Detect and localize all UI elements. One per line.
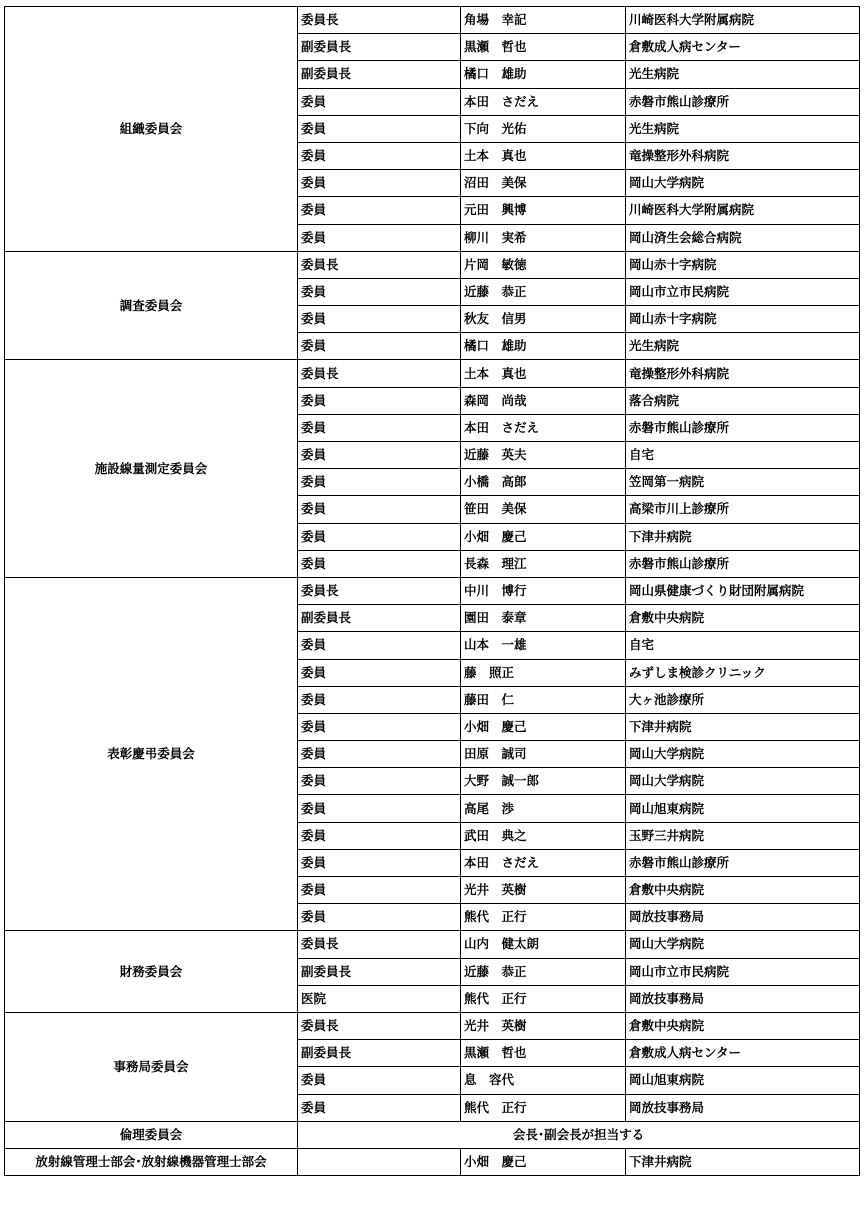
committee-name: 事務局委員会	[5, 1012, 298, 1121]
member-role: 委員	[298, 496, 461, 523]
member-role	[298, 1148, 461, 1175]
member-name: 片岡 敏徳	[461, 251, 626, 278]
member-name: 近藤 英夫	[461, 442, 626, 469]
member-name: 息 容代	[461, 1067, 626, 1094]
member-affiliation: 赤磐市熊山診療所	[626, 550, 860, 577]
member-affiliation: 岡山旭東病院	[626, 1067, 860, 1094]
member-affiliation: 玉野三井病院	[626, 822, 860, 849]
member-name: 笹田 美保	[461, 496, 626, 523]
member-name: 田原 誠司	[461, 741, 626, 768]
member-affiliation: 岡山赤十字病院	[626, 306, 860, 333]
member-role: 委員	[298, 1067, 461, 1094]
member-affiliation: 岡山大学病院	[626, 931, 860, 958]
member-role: 委員	[298, 904, 461, 931]
member-role: 委員	[298, 197, 461, 224]
member-role: 委員	[298, 741, 461, 768]
member-affiliation: 大ヶ池診療所	[626, 686, 860, 713]
member-name: 小畑 慶己	[461, 1148, 626, 1175]
member-name: 角場 幸記	[461, 7, 626, 34]
member-affiliation: 下津井病院	[626, 713, 860, 740]
member-role: 委員	[298, 659, 461, 686]
member-name: 秋友 信男	[461, 306, 626, 333]
table-row	[5, 1148, 860, 1175]
member-role: 委員	[298, 469, 461, 496]
member-name: 長森 理江	[461, 550, 626, 577]
member-name: 土本 真也	[461, 360, 626, 387]
member-name: 黒瀬 哲也	[461, 34, 626, 61]
table-row	[5, 931, 860, 958]
member-name: 山内 健太朗	[461, 931, 626, 958]
member-name: 近藤 恭正	[461, 958, 626, 985]
member-role: 委員	[298, 713, 461, 740]
member-name: 小畑 慶己	[461, 713, 626, 740]
member-name: 本田 さだえ	[461, 414, 626, 441]
committee-name: 施設線量測定委員会	[5, 360, 298, 578]
member-name: 山本 一雄	[461, 632, 626, 659]
member-name: 近藤 恭正	[461, 278, 626, 305]
member-affiliation: 竜操整形外科病院	[626, 360, 860, 387]
member-role: 委員	[298, 768, 461, 795]
member-affiliation: 光生病院	[626, 115, 860, 142]
member-name: 大野 誠一郎	[461, 768, 626, 795]
member-name: 高尾 渉	[461, 795, 626, 822]
committee-name: 調査委員会	[5, 251, 298, 360]
member-role: 委員	[298, 278, 461, 305]
committee-name: 放射線管理士部会･放射線機器管理士部会	[5, 1148, 298, 1175]
member-affiliation: 岡山市立市民病院	[626, 958, 860, 985]
member-role: 委員	[298, 333, 461, 360]
member-role: 委員	[298, 442, 461, 469]
member-affiliation: 川崎医科大学附属病院	[626, 197, 860, 224]
member-affiliation: 岡山県健康づくり財団附属病院	[626, 577, 860, 604]
member-role: 副委員長	[298, 1040, 461, 1067]
member-affiliation: みずしま検診クリニック	[626, 659, 860, 686]
member-name: 中川 博行	[461, 577, 626, 604]
member-name: 元田 興博	[461, 197, 626, 224]
member-name: 藤 照正	[461, 659, 626, 686]
member-affiliation: 自宅	[626, 442, 860, 469]
member-affiliation: 岡山赤十字病院	[626, 251, 860, 278]
member-role: 委員	[298, 632, 461, 659]
member-role: 委員長	[298, 7, 461, 34]
member-name: 本田 さだえ	[461, 849, 626, 876]
member-name: 小橋 高郎	[461, 469, 626, 496]
member-affiliation: 岡山済生会総合病院	[626, 224, 860, 251]
table-row	[5, 1121, 860, 1148]
committee-table	[4, 6, 860, 1176]
member-role: 委員	[298, 115, 461, 142]
committee-name: 倫理委員会	[5, 1121, 298, 1148]
member-role: 委員長	[298, 931, 461, 958]
member-name: 武田 典之	[461, 822, 626, 849]
committee-name: 財務委員会	[5, 931, 298, 1013]
committee-name: 組織委員会	[5, 7, 298, 252]
member-name: 光井 英樹	[461, 877, 626, 904]
member-name: 土本 真也	[461, 142, 626, 169]
member-role: 委員長	[298, 577, 461, 604]
member-role: 委員	[298, 795, 461, 822]
table-row	[5, 577, 860, 604]
member-name: 小畑 慶己	[461, 523, 626, 550]
member-name: 橘口 雄助	[461, 333, 626, 360]
member-role: 委員	[298, 1094, 461, 1121]
member-affiliation: 倉敷中央病院	[626, 605, 860, 632]
member-name: 森岡 尚哉	[461, 387, 626, 414]
member-affiliation: 倉敷成人病センター	[626, 1040, 860, 1067]
member-affiliation: 光生病院	[626, 61, 860, 88]
member-affiliation: 岡山市立市民病院	[626, 278, 860, 305]
member-affiliation: 倉敷中央病院	[626, 877, 860, 904]
member-role: 委員	[298, 142, 461, 169]
member-affiliation: 岡放技事務局	[626, 904, 860, 931]
member-name: 熊代 正行	[461, 1094, 626, 1121]
member-name: 光井 英樹	[461, 1012, 626, 1039]
member-name: 黒瀬 哲也	[461, 1040, 626, 1067]
member-affiliation: 岡放技事務局	[626, 1094, 860, 1121]
ethics-note: 会長･副会長が担当する	[298, 1121, 860, 1148]
table-row	[5, 7, 860, 34]
member-name: 下向 光佑	[461, 115, 626, 142]
member-name: 柳川 実希	[461, 224, 626, 251]
member-affiliation: 岡放技事務局	[626, 985, 860, 1012]
member-affiliation: 竜操整形外科病院	[626, 142, 860, 169]
committee-name: 表彰慶弔委員会	[5, 577, 298, 930]
member-name: 橘口 雄助	[461, 61, 626, 88]
member-role: 委員	[298, 224, 461, 251]
member-role: 副委員長	[298, 958, 461, 985]
member-affiliation: 岡山大学病院	[626, 741, 860, 768]
member-role: 委員	[298, 414, 461, 441]
member-name: 沼田 美保	[461, 170, 626, 197]
member-role: 委員	[298, 387, 461, 414]
member-name: 熊代 正行	[461, 904, 626, 931]
member-role: 医院	[298, 985, 461, 1012]
member-role: 委員	[298, 523, 461, 550]
member-role: 委員	[298, 88, 461, 115]
member-affiliation: 下津井病院	[626, 1148, 860, 1175]
member-affiliation: 倉敷成人病センター	[626, 34, 860, 61]
member-role: 委員長	[298, 360, 461, 387]
member-role: 委員長	[298, 251, 461, 278]
member-affiliation: 笠岡第一病院	[626, 469, 860, 496]
member-affiliation: 自宅	[626, 632, 860, 659]
member-role: 委員長	[298, 1012, 461, 1039]
member-affiliation: 下津井病院	[626, 523, 860, 550]
member-role: 副委員長	[298, 34, 461, 61]
member-role: 委員	[298, 877, 461, 904]
member-affiliation: 高梁市川上診療所	[626, 496, 860, 523]
member-affiliation: 落合病院	[626, 387, 860, 414]
member-affiliation: 赤磐市熊山診療所	[626, 849, 860, 876]
member-affiliation: 川崎医科大学附属病院	[626, 7, 860, 34]
member-role: 委員	[298, 849, 461, 876]
member-role: 委員	[298, 550, 461, 577]
table-row	[5, 1012, 860, 1039]
table-row	[5, 251, 860, 278]
member-name: 本田 さだえ	[461, 88, 626, 115]
member-role: 委員	[298, 170, 461, 197]
member-name: 熊代 正行	[461, 985, 626, 1012]
member-name: 園田 泰章	[461, 605, 626, 632]
member-affiliation: 赤磐市熊山診療所	[626, 414, 860, 441]
member-role: 副委員長	[298, 605, 461, 632]
committee-table-body	[5, 7, 860, 1176]
member-affiliation: 倉敷中央病院	[626, 1012, 860, 1039]
member-affiliation: 岡山旭東病院	[626, 795, 860, 822]
member-role: 委員	[298, 686, 461, 713]
member-role: 副委員長	[298, 61, 461, 88]
member-affiliation: 岡山大学病院	[626, 170, 860, 197]
member-affiliation: 岡山大学病院	[626, 768, 860, 795]
member-name: 藤田 仁	[461, 686, 626, 713]
member-role: 委員	[298, 822, 461, 849]
member-role: 委員	[298, 306, 461, 333]
table-row	[5, 360, 860, 387]
member-affiliation: 赤磐市熊山診療所	[626, 88, 860, 115]
member-affiliation: 光生病院	[626, 333, 860, 360]
